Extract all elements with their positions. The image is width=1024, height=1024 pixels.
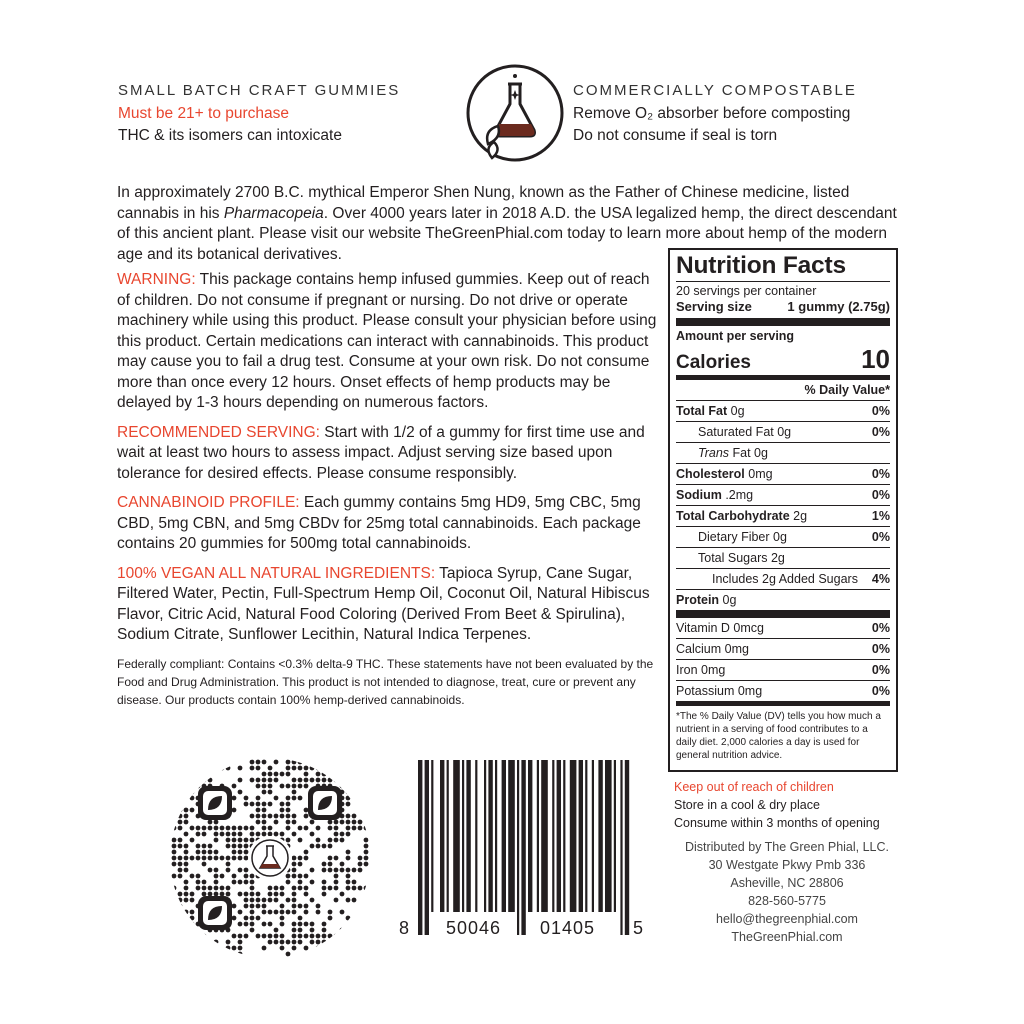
storage-notes [674,778,914,832]
distributor-address-2: Asheville, NC 28806 [730,876,844,890]
qr-code-icon[interactable] [170,758,370,958]
vitamin-row: Iron 0mg 0% [676,659,890,680]
ingredients-text: Tapioca Syrup, Cane Sugar, Filtered Water, Pectin, Full-Spectrum Hemp Oil, Coconut Oil, Natural Hibiscus Flavor, Citric Acid, Natural Food Coloring (Derived From Beet & Spirulina), Sodium Citrate, Sunflower Lecithin, Natural Indica Terpenes. [117,564,650,643]
seal-note: Do not consume if seal is torn [573,127,778,144]
distributor-info [662,838,912,946]
serving-size-label: Serving size [676,299,752,314]
vitamin-row: Vitamin D 0mcg 0% [676,621,890,635]
intro-text-1: In approximately 2700 B.C. mythical Emperor Shen Nung, known as the Father of Chinese medicine, listed cannabis in his [117,184,850,222]
disclaimer: Federally compliant: Contains <0.3% delta-9 THC. These statements have not been evaluated by the Food and Drug Administration. This product is not intended to diagnose, treat, cure or prevent any disease. Our products contain 100% hemp-derived cannabinoids. [117,656,654,707]
info-column [117,270,657,718]
barcode-icon [398,760,648,940]
intro-text-2: . Over 4000 years later in 2018 A.D. the USA legalized hemp, the direct descendant of this ancient plant. Please visit our website TheGreenPhial.com today to learn more about hemp of the modern age and its botanical derivatives. [117,204,897,263]
barcode-digit-last: 5 [633,918,645,938]
small-batch-label: SMALL BATCH CRAFT GUMMIES [118,82,401,99]
nutrient-row: Protein 0g [676,589,890,610]
servings-per-container: 20 servings per container [676,284,817,298]
distributor-phone: 828-560-5775 [748,894,826,908]
header-left [118,82,458,147]
nutrient-row: Cholesterol 0mg 0% [676,463,890,484]
amount-per-serving: Amount per serving [676,329,795,343]
store-cool-note: Store in a cool & dry place [674,798,820,812]
serving-size-row [676,299,890,315]
vitamin-row: Potassium 0mg 0% [676,680,890,701]
calories-label: Calories [676,352,751,373]
distributor-email: hello@thegreenphial.com [716,912,858,926]
ingredients-label: 100% VEGAN ALL NATURAL INGREDIENTS: [117,564,436,582]
nutrition-facts-panel [668,248,898,772]
calories-value: 10 [861,344,890,374]
vitamin-row: Calcium 0mg 0% [676,638,890,659]
daily-value-footnote: *The % Daily Value (DV) tells you how much a nutrient in a serving of food contributes to a daily diet. 2,000 calories a day is used for general nutrition advice. [676,711,881,761]
ingredients-paragraph [117,564,657,646]
nutrient-row: Sodium .2mg 0% [676,484,890,505]
intro-italic: Pharmacopeia [223,204,324,222]
header-right [573,82,913,147]
distributor-address-1: 30 Westgate Pkwy Pmb 336 [708,858,866,872]
thc-warning: THC & its isomers can intoxicate [118,127,342,144]
warning-paragraph [117,270,657,414]
keep-away-note: Keep out of reach of children [674,780,834,794]
serving-size-value: 1 gummy (2.75g) [787,299,890,314]
daily-value-header: % Daily Value* [804,383,890,397]
nutrient-row: Dietary Fiber 0g 0% [676,526,890,547]
nutrient-row: Total Fat 0g 0% [676,400,890,421]
serving-label: RECOMMENDED SERVING: [117,423,320,441]
nutrition-title: Nutrition Facts [676,252,846,279]
profile-label: CANNABINOID PROFILE: [117,494,300,511]
nutrient-row: Includes 2g Added Sugars 4% [676,568,890,589]
warning-text: This package contains hemp infused gummies. Keep out of reach of children. Do not consume if pregnant or nursing. Do not drive or operate machinery while using this product. Please consult your physician before using this product. Certain medications can interact with cannabinoids. This product may cause you to fail a drug test. Consume at your own risk. Do not consume more than once every 12 hours. Onset effects of hemp products may be delayed by 1-3 hours depending on numerous factors. [117,271,657,411]
warning-label: WARNING: [117,271,196,288]
age-warning: Must be 21+ to purchase [118,105,290,122]
distributor-name: Distributed by The Green Phial, LLC. [684,840,890,854]
nutrient-row: Total Carbohydrate 2g 1% [676,505,890,526]
serving-text: Start with 1/2 of a gummy for first time use and wait at least two hours to assess impact. Adjust serving size based upon tolerance for desired effects. Please consume responsibly. [117,423,645,482]
nutrient-row: Saturated Fat 0g 0% [676,421,890,442]
compostable-label: COMMERCIALLY COMPOSTABLE [573,82,857,99]
profile-text: Each gummy contains 5mg HD9, 5mg CBC, 5mg CBD, 5mg CBN, and 5mg CBDv for 25mg total cannabinoids. Each package contains 20 gummies for 500mg total cannabinoids. [117,494,641,552]
barcode-digits-right: 01405 [540,918,596,938]
nutrient-row: Trans Fat 0g [676,442,890,463]
barcode-digit-first: 8 [399,918,411,938]
barcode-digits-left: 50046 [446,918,502,938]
oxygen-absorber-note: Remove O₂ absorber before composting [573,105,851,122]
distributor-website: TheGreenPhial.com [731,930,843,944]
nutrient-row: Total Sugars 2g [676,547,890,568]
serving-paragraph [117,423,657,485]
consume-within-note: Consume within 3 months of opening [674,816,880,830]
flask-leaf-logo-icon [462,60,568,166]
calories-row [676,344,890,375]
profile-paragraph [117,493,657,555]
